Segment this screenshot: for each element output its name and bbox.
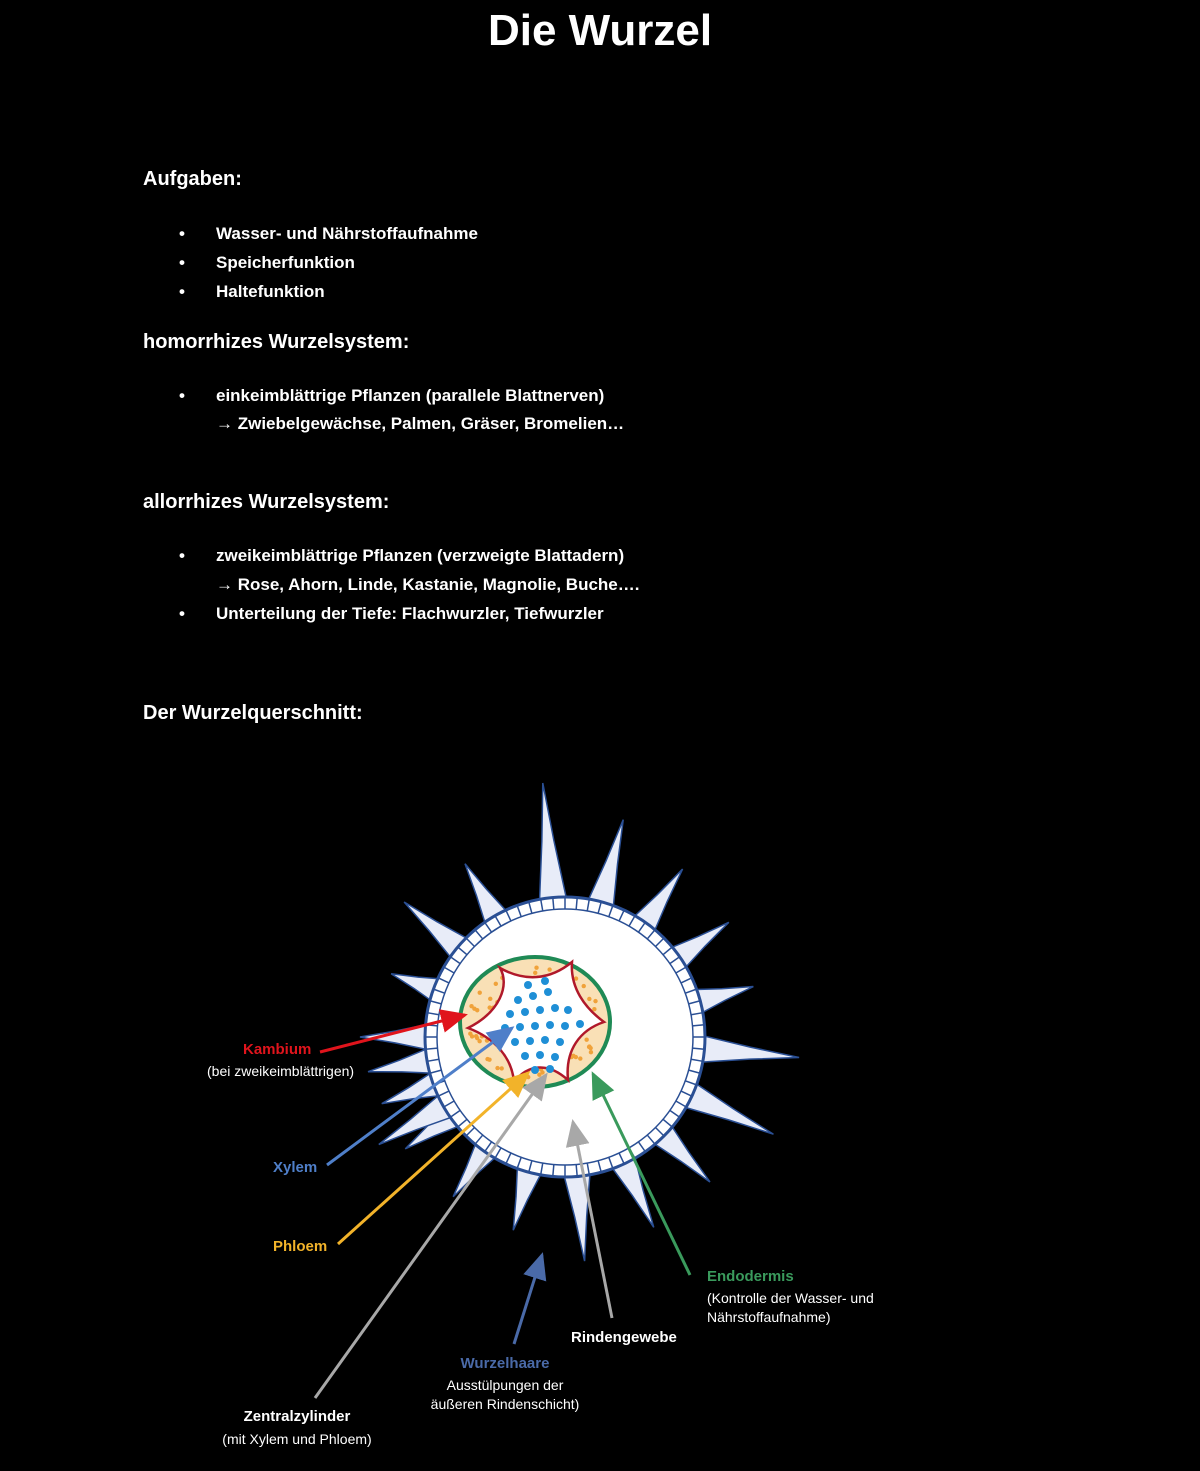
xylem-cell	[564, 1006, 572, 1014]
epidermis-cell-wall	[693, 1025, 705, 1026]
epidermis-cell-wall	[553, 1165, 554, 1177]
label-endodermis: Endodermis	[707, 1268, 794, 1285]
phloem-cell	[478, 990, 482, 994]
note-wurzelhaare-1: Ausstülpungen der	[446, 1377, 564, 1393]
note-zentralzylinder: (mit Xylem und Phloem)	[222, 1431, 372, 1447]
note-kambium: (bei zweikeimblättrigen)	[207, 1063, 355, 1079]
label-zentralzylinder: Zentralzylinder	[243, 1408, 351, 1425]
phloem-cell	[592, 1007, 596, 1011]
xylem-cell	[556, 1038, 564, 1046]
epidermis-cell-wall	[576, 898, 577, 910]
xylem-cell	[521, 1052, 529, 1060]
label-kambium: Kambium	[243, 1041, 312, 1058]
phloem-cell	[487, 1057, 491, 1061]
list-item: einkeimblättrige Pflanzen (parallele Blattnerven)	[216, 386, 605, 405]
xylem-cell	[531, 1022, 539, 1030]
list-item: Haltefunktion	[216, 282, 325, 301]
bullet: •	[179, 546, 185, 565]
bullet: •	[179, 282, 185, 301]
heading-allorrhiz: allorrhizes Wurzelsystem:	[143, 491, 390, 513]
bullet: •	[179, 253, 185, 272]
heading-homorrhiz: homorrhizes Wurzelsystem:	[143, 331, 410, 353]
xylem-cell	[541, 977, 549, 985]
xylem-cell	[526, 1037, 534, 1045]
phloem-cell	[468, 1031, 472, 1035]
xylem-cell	[576, 1020, 584, 1028]
label-xylem: Xylem	[273, 1159, 318, 1176]
phloem-cell	[534, 966, 538, 970]
list-item: Unterteilung der Tiefe: Flachwurzler, Tiefwurzler	[216, 604, 604, 623]
label-wurzelhaare: Wurzelhaare	[460, 1355, 550, 1372]
xylem-cell	[521, 1008, 529, 1016]
label-phloem: Phloem	[273, 1238, 328, 1255]
epidermis-cell-wall	[426, 1048, 438, 1049]
xylem-cell	[524, 981, 532, 989]
xylem-cell	[541, 1036, 549, 1044]
phloem-cell	[475, 1036, 479, 1040]
list-item-sub: → Zwiebelgewächse, Palmen, Gräser, Bromelien…	[216, 414, 625, 433]
xylem-cell	[551, 1053, 559, 1061]
epidermis-cell-wall	[693, 1048, 705, 1049]
bullet: •	[179, 386, 185, 405]
xylem-cell	[506, 1010, 514, 1018]
list-item: Speicherfunktion	[216, 253, 355, 272]
phloem-cell	[499, 1066, 503, 1070]
note-endodermis-2: Nährstoffaufnahme)	[707, 1309, 831, 1325]
page-title: Die Wurzel	[487, 6, 713, 55]
phloem-cell	[494, 982, 498, 986]
phloem-cell	[578, 1056, 582, 1060]
list-item-sub: → Rose, Ahorn, Linde, Kastanie, Magnolie, Buche….	[216, 575, 640, 594]
phloem-cell	[469, 1004, 473, 1008]
phloem-cell	[593, 999, 597, 1003]
bullet: •	[179, 604, 185, 623]
xylem-cell	[536, 1051, 544, 1059]
xylem-cell	[529, 992, 537, 1000]
wurzelhaare-arrow	[514, 1255, 542, 1344]
xylem-cell	[516, 1023, 524, 1031]
xylem-cell	[561, 1022, 569, 1030]
phloem-cell	[587, 1044, 591, 1048]
xylem-cell	[546, 1021, 554, 1029]
root-hair	[539, 783, 569, 913]
phloem-cell	[589, 1050, 593, 1054]
list-item: Wasser- und Nährstoffaufnahme	[216, 224, 478, 243]
note-endodermis-1: (Kontrolle der Wasser- und	[707, 1290, 874, 1306]
xylem-cell	[514, 996, 522, 1004]
xylem-cell	[511, 1038, 519, 1046]
xylem-cell	[551, 1004, 559, 1012]
phloem-cell	[533, 971, 537, 975]
epidermis-cell-wall	[576, 1165, 577, 1177]
phloem-cell	[587, 997, 591, 1001]
note-wurzelhaare-2: äußeren Rindenschicht)	[430, 1396, 580, 1412]
phloem-cell	[584, 1038, 588, 1042]
heading-querschnitt: Der Wurzelquerschnitt:	[143, 702, 363, 724]
list-item: zweikeimblättrige Pflanzen (verzweigte Blattadern)	[216, 546, 625, 565]
xylem-cell	[544, 988, 552, 996]
xylem-cell	[536, 1006, 544, 1014]
xylem-cell	[531, 1066, 539, 1074]
bullet: •	[179, 224, 185, 243]
phloem-cell	[547, 967, 551, 971]
epidermis-cell-wall	[553, 898, 554, 910]
phloem-cell	[582, 984, 586, 988]
heading-aufgaben: Aufgaben:	[143, 168, 242, 190]
label-rindengewebe: Rindengewebe	[571, 1329, 677, 1346]
xylem-cell	[546, 1065, 554, 1073]
phloem-cell	[488, 997, 492, 1001]
phloem-cell	[495, 1066, 499, 1070]
